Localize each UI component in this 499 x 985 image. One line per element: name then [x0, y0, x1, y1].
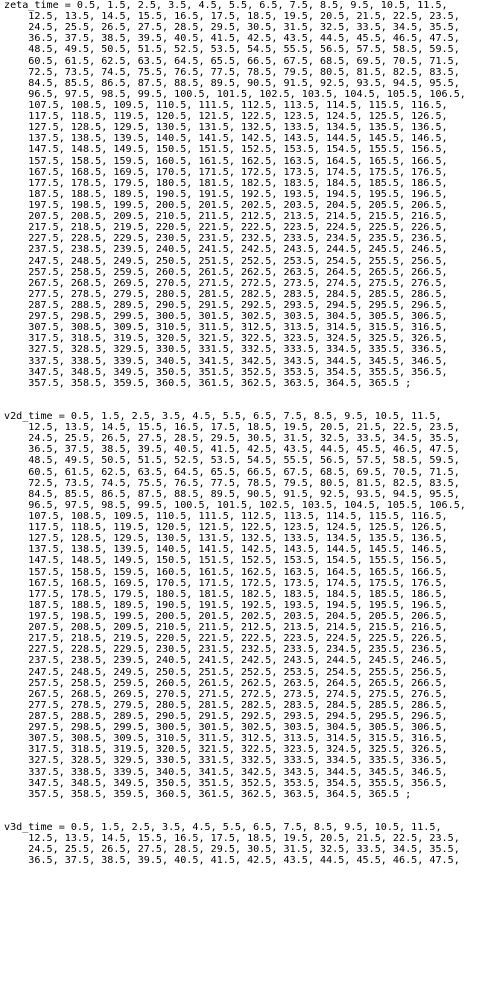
- text-line: 257.5, 258.5, 259.5, 260.5, 261.5, 262.5, 263.5, 264.5, 265.5, 266.5,: [4, 677, 448, 689]
- text-line: 24.5, 25.5, 26.5, 27.5, 28.5, 29.5, 30.5, 31.5, 32.5, 33.5, 34.5, 35.5,: [4, 844, 460, 856]
- text-line: 147.5, 148.5, 149.5, 150.5, 151.5, 152.5, 153.5, 154.5, 155.5, 156.5,: [4, 144, 448, 156]
- text-line: 187.5, 188.5, 189.5, 190.5, 191.5, 192.5, 193.5, 194.5, 195.5, 196.5,: [4, 188, 448, 200]
- text-line: 137.5, 138.5, 139.5, 140.5, 141.5, 142.5, 143.5, 144.5, 145.5, 146.5,: [4, 544, 448, 556]
- text-line: 287.5, 288.5, 289.5, 290.5, 291.5, 292.5, 293.5, 294.5, 295.5, 296.5,: [4, 711, 448, 722]
- text-line: 107.5, 108.5, 109.5, 110.5, 111.5, 112.5, 113.5, 114.5, 115.5, 116.5,: [4, 511, 448, 523]
- text-line: 72.5, 73.5, 74.5, 75.5, 76.5, 77.5, 78.5, 79.5, 80.5, 81.5, 82.5, 83.5,: [4, 66, 460, 78]
- text-line: 317.5, 318.5, 319.5, 320.5, 321.5, 322.5, 323.5, 324.5, 325.5, 326.5,: [4, 744, 448, 756]
- text-line: 207.5, 208.5, 209.5, 210.5, 211.5, 212.5, 213.5, 214.5, 215.5, 216.5,: [4, 211, 448, 223]
- text-line: 227.5, 228.5, 229.5, 230.5, 231.5, 232.5, 233.5, 234.5, 235.5, 236.5,: [4, 644, 448, 656]
- text-line: 267.5, 268.5, 269.5, 270.5, 271.5, 272.5, 273.5, 274.5, 275.5, 276.5,: [4, 277, 448, 289]
- text-line: 48.5, 49.5, 50.5, 51.5, 52.5, 53.5, 54.5, 55.5, 56.5, 57.5, 58.5, 59.5,: [4, 455, 460, 467]
- text-line: 257.5, 258.5, 259.5, 260.5, 261.5, 262.5, 263.5, 264.5, 265.5, 266.5,: [4, 266, 448, 278]
- text-line: 247.5, 248.5, 249.5, 250.5, 251.5, 252.5, 253.5, 254.5, 255.5, 256.5,: [4, 255, 448, 267]
- text-line: 217.5, 218.5, 219.5, 220.5, 221.5, 222.5, 223.5, 224.5, 225.5, 226.5,: [4, 633, 448, 645]
- text-line: 297.5, 298.5, 299.5, 300.5, 301.5, 302.5, 303.5, 304.5, 305.5, 306.5,: [4, 722, 448, 734]
- text-document: [4, 0, 466, 867]
- text-line: 197.5, 198.5, 199.5, 200.5, 201.5, 202.5, 203.5, 204.5, 205.5, 206.5,: [4, 199, 448, 211]
- text-line: 307.5, 308.5, 309.5, 310.5, 311.5, 312.5, 313.5, 314.5, 315.5, 316.5,: [4, 733, 448, 745]
- text-line: 327.5, 328.5, 329.5, 330.5, 331.5, 332.5, 333.5, 334.5, 335.5, 336.5,: [4, 755, 448, 767]
- text-line: 267.5, 268.5, 269.5, 270.5, 271.5, 272.5, 273.5, 274.5, 275.5, 276.5,: [4, 688, 448, 700]
- text-line: v3d_time = 0.5, 1.5, 2.5, 3.5, 4.5, 5.5, 6.5, 7.5, 8.5, 9.5, 10.5, 11.5,: [4, 822, 442, 834]
- text-line: 177.5, 178.5, 179.5, 180.5, 181.5, 182.5, 183.5, 184.5, 185.5, 186.5,: [4, 588, 448, 600]
- text-line: 36.5, 37.5, 38.5, 39.5, 40.5, 41.5, 42.5, 43.5, 44.5, 45.5, 46.5, 47.5,: [4, 33, 460, 45]
- text-line: 237.5, 238.5, 239.5, 240.5, 241.5, 242.5, 243.5, 244.5, 245.5, 246.5,: [4, 244, 448, 256]
- text-line: v2d_time = 0.5, 1.5, 2.5, 3.5, 4.5, 5.5, 6.5, 7.5, 8.5, 9.5, 10.5, 11.5,: [4, 411, 442, 423]
- text-line: [4, 800, 466, 811]
- text-line: 96.5, 97.5, 98.5, 99.5, 100.5, 101.5, 102.5, 103.5, 104.5, 105.5, 106.5,: [4, 88, 466, 100]
- text-line: 287.5, 288.5, 289.5, 290.5, 291.5, 292.5, 293.5, 294.5, 295.5, 296.5,: [4, 299, 448, 311]
- text-line: 167.5, 168.5, 169.5, 170.5, 171.5, 172.5, 173.5, 174.5, 175.5, 176.5,: [4, 577, 448, 589]
- text-line: 347.5, 348.5, 349.5, 350.5, 351.5, 352.5, 353.5, 354.5, 355.5, 356.5,: [4, 366, 448, 378]
- text-line: 277.5, 278.5, 279.5, 280.5, 281.5, 282.5, 283.5, 284.5, 285.5, 286.5,: [4, 699, 448, 711]
- text-line: 24.5, 25.5, 26.5, 27.5, 28.5, 29.5, 30.5, 31.5, 32.5, 33.5, 34.5, 35.5,: [4, 22, 460, 34]
- text-line: 157.5, 158.5, 159.5, 160.5, 161.5, 162.5, 163.5, 164.5, 165.5, 166.5,: [4, 566, 448, 578]
- text-line: 84.5, 85.5, 86.5, 87.5, 88.5, 89.5, 90.5, 91.5, 92.5, 93.5, 94.5, 95.5,: [4, 77, 460, 89]
- text-line: 12.5, 13.5, 14.5, 15.5, 16.5, 17.5, 18.5, 19.5, 20.5, 21.5, 22.5, 23.5,: [4, 11, 460, 23]
- text-line: 207.5, 208.5, 209.5, 210.5, 211.5, 212.5, 213.5, 214.5, 215.5, 216.5,: [4, 622, 448, 634]
- text-line: 157.5, 158.5, 159.5, 160.5, 161.5, 162.5, 163.5, 164.5, 165.5, 166.5,: [4, 155, 448, 167]
- text-line: zeta_time = 0.5, 1.5, 2.5, 3.5, 4.5, 5.5, 6.5, 7.5, 8.5, 9.5, 10.5, 11.5,: [4, 0, 448, 11]
- text-line: [4, 811, 466, 822]
- text-line: 60.5, 61.5, 62.5, 63.5, 64.5, 65.5, 66.5, 67.5, 68.5, 69.5, 70.5, 71.5,: [4, 466, 460, 478]
- text-line: 307.5, 308.5, 309.5, 310.5, 311.5, 312.5, 313.5, 314.5, 315.5, 316.5,: [4, 322, 448, 334]
- text-line: 327.5, 328.5, 329.5, 330.5, 331.5, 332.5, 333.5, 334.5, 335.5, 336.5,: [4, 344, 448, 356]
- text-line: 277.5, 278.5, 279.5, 280.5, 281.5, 282.5, 283.5, 284.5, 285.5, 286.5,: [4, 288, 448, 300]
- text-line: 60.5, 61.5, 62.5, 63.5, 64.5, 65.5, 66.5, 67.5, 68.5, 69.5, 70.5, 71.5,: [4, 55, 460, 67]
- text-line: 347.5, 348.5, 349.5, 350.5, 351.5, 352.5, 353.5, 354.5, 355.5, 356.5,: [4, 777, 448, 789]
- text-line: 117.5, 118.5, 119.5, 120.5, 121.5, 122.5, 123.5, 124.5, 125.5, 126.5,: [4, 111, 448, 123]
- text-line: 24.5, 25.5, 26.5, 27.5, 28.5, 29.5, 30.5, 31.5, 32.5, 33.5, 34.5, 35.5,: [4, 433, 460, 445]
- text-line: 187.5, 188.5, 189.5, 190.5, 191.5, 192.5, 193.5, 194.5, 195.5, 196.5,: [4, 599, 448, 611]
- text-line: 357.5, 358.5, 359.5, 360.5, 361.5, 362.5, 363.5, 364.5, 365.5 ;: [4, 788, 412, 800]
- text-line: 12.5, 13.5, 14.5, 15.5, 16.5, 17.5, 18.5, 19.5, 20.5, 21.5, 22.5, 23.5,: [4, 833, 460, 845]
- text-line: 337.5, 338.5, 339.5, 340.5, 341.5, 342.5, 343.5, 344.5, 345.5, 346.5,: [4, 355, 448, 367]
- text-line: 197.5, 198.5, 199.5, 200.5, 201.5, 202.5, 203.5, 204.5, 205.5, 206.5,: [4, 611, 448, 623]
- text-line: 107.5, 108.5, 109.5, 110.5, 111.5, 112.5, 113.5, 114.5, 115.5, 116.5,: [4, 99, 448, 111]
- text-line: 217.5, 218.5, 219.5, 220.5, 221.5, 222.5, 223.5, 224.5, 225.5, 226.5,: [4, 222, 448, 234]
- text-line: 127.5, 128.5, 129.5, 130.5, 131.5, 132.5, 133.5, 134.5, 135.5, 136.5,: [4, 122, 448, 134]
- text-line: 247.5, 248.5, 249.5, 250.5, 251.5, 252.5, 253.5, 254.5, 255.5, 256.5,: [4, 666, 448, 678]
- text-line: 357.5, 358.5, 359.5, 360.5, 361.5, 362.5, 363.5, 364.5, 365.5 ;: [4, 377, 412, 389]
- text-line: 317.5, 318.5, 319.5, 320.5, 321.5, 322.5, 323.5, 324.5, 325.5, 326.5,: [4, 333, 448, 345]
- text-line: 177.5, 178.5, 179.5, 180.5, 181.5, 182.5, 183.5, 184.5, 185.5, 186.5,: [4, 177, 448, 189]
- text-line: 147.5, 148.5, 149.5, 150.5, 151.5, 152.5, 153.5, 154.5, 155.5, 156.5,: [4, 555, 448, 567]
- text-line: 237.5, 238.5, 239.5, 240.5, 241.5, 242.5, 243.5, 244.5, 245.5, 246.5,: [4, 655, 448, 667]
- text-line: 137.5, 138.5, 139.5, 140.5, 141.5, 142.5, 143.5, 144.5, 145.5, 146.5,: [4, 133, 448, 145]
- text-line: 12.5, 13.5, 14.5, 15.5, 16.5, 17.5, 18.5, 19.5, 20.5, 21.5, 22.5, 23.5,: [4, 422, 460, 434]
- text-line: 117.5, 118.5, 119.5, 120.5, 121.5, 122.5, 123.5, 124.5, 125.5, 126.5,: [4, 522, 448, 534]
- text-line: 127.5, 128.5, 129.5, 130.5, 131.5, 132.5, 133.5, 134.5, 135.5, 136.5,: [4, 533, 448, 545]
- text-line: 227.5, 228.5, 229.5, 230.5, 231.5, 232.5, 233.5, 234.5, 235.5, 236.5,: [4, 233, 448, 245]
- text-line: 96.5, 97.5, 98.5, 99.5, 100.5, 101.5, 102.5, 103.5, 104.5, 105.5, 106.5,: [4, 499, 466, 511]
- text-line: 84.5, 85.5, 86.5, 87.5, 88.5, 89.5, 90.5, 91.5, 92.5, 93.5, 94.5, 95.5,: [4, 488, 460, 500]
- text-line: [4, 400, 466, 411]
- text-line: 72.5, 73.5, 74.5, 75.5, 76.5, 77.5, 78.5, 79.5, 80.5, 81.5, 82.5, 83.5,: [4, 477, 460, 489]
- text-line: 48.5, 49.5, 50.5, 51.5, 52.5, 53.5, 54.5, 55.5, 56.5, 57.5, 58.5, 59.5,: [4, 44, 460, 56]
- text-line: 297.5, 298.5, 299.5, 300.5, 301.5, 302.5, 303.5, 304.5, 305.5, 306.5,: [4, 311, 448, 323]
- text-line: 337.5, 338.5, 339.5, 340.5, 341.5, 342.5, 343.5, 344.5, 345.5, 346.5,: [4, 766, 448, 778]
- text-line: [4, 389, 466, 400]
- text-line: 36.5, 37.5, 38.5, 39.5, 40.5, 41.5, 42.5, 43.5, 44.5, 45.5, 46.5, 47.5,: [4, 444, 460, 456]
- text-line: 36.5, 37.5, 38.5, 39.5, 40.5, 41.5, 42.5, 43.5, 44.5, 45.5, 46.5, 47.5,: [4, 855, 460, 867]
- text-line: 167.5, 168.5, 169.5, 170.5, 171.5, 172.5, 173.5, 174.5, 175.5, 176.5,: [4, 166, 448, 178]
